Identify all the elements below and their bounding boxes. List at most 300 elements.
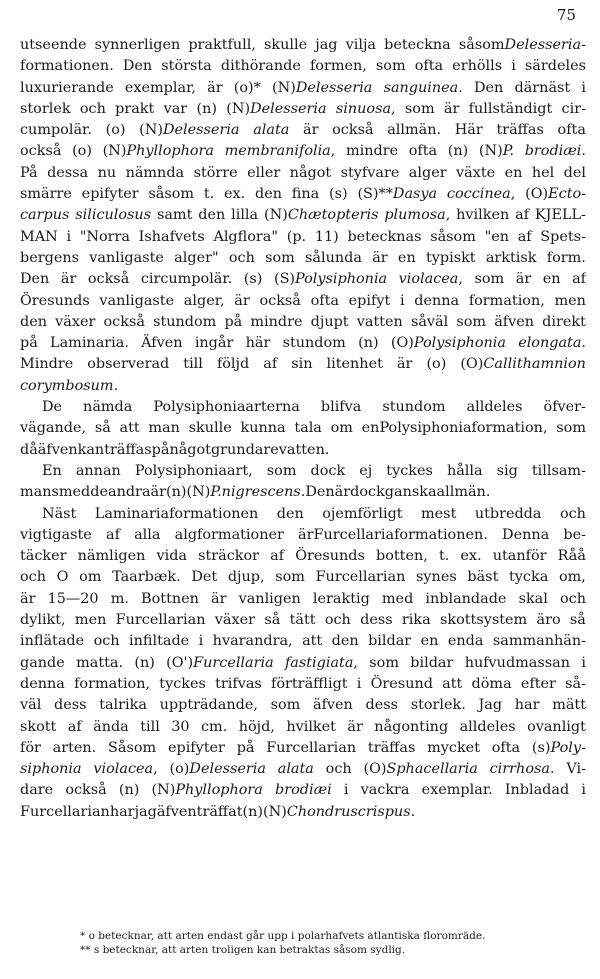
word: samt (156, 207, 193, 224)
word: är (515, 271, 532, 288)
word: vatten. (278, 441, 330, 458)
word: vackra (360, 782, 410, 799)
word: såsomDelesseria- (458, 37, 586, 53)
word: och (93, 633, 120, 650)
word: ovanligt (527, 718, 586, 735)
word: inflätade (20, 633, 85, 650)
word: särdeles (524, 58, 586, 75)
word: är (334, 484, 351, 501)
word: tycka (509, 569, 549, 586)
word: som (369, 654, 399, 671)
word: t. (203, 186, 215, 203)
word: som (456, 313, 487, 330)
word: vilja (345, 37, 376, 53)
word: såväl (410, 313, 449, 330)
word: den (198, 207, 226, 224)
word: Inbladad (504, 782, 570, 799)
word: stundom (282, 335, 346, 352)
word: Näst (42, 505, 77, 522)
word: direkt (542, 313, 586, 330)
word: bergens (20, 249, 79, 266)
word: crispus. (357, 803, 416, 820)
word: här (245, 335, 271, 352)
text-line (20, 227, 586, 248)
body-text (20, 35, 586, 823)
word: plumosa, (384, 207, 451, 224)
word: sig (496, 462, 518, 479)
word: en (504, 164, 523, 181)
word: (s)Poly- (531, 739, 586, 756)
word: (o) (105, 122, 126, 139)
word: af (270, 548, 285, 565)
word: hufvudmassan (464, 654, 571, 671)
word: (s) (329, 186, 348, 203)
text-line (20, 631, 586, 652)
word: litenhet (326, 356, 383, 373)
word: trifvas (215, 675, 262, 692)
word: (N)Delesseria (139, 122, 240, 139)
word: luxurierande (20, 79, 114, 96)
word: dessa (47, 164, 89, 181)
word: bäst (467, 569, 499, 586)
word: ofta (491, 739, 521, 756)
word: Bottnen (141, 590, 199, 607)
text-line (20, 695, 586, 716)
word: cir- (561, 100, 586, 117)
word: Furcellarian (20, 803, 110, 820)
word: epifyter (167, 739, 225, 756)
word: är (443, 100, 460, 117)
word: rika (401, 612, 431, 629)
word: växte (456, 164, 496, 181)
word: har (109, 803, 135, 820)
word: utbredda (474, 505, 542, 522)
word: de (90, 484, 108, 501)
word: som (270, 697, 301, 714)
word: utanför (492, 548, 547, 565)
word: stundom (153, 313, 217, 330)
word: Öresund (370, 675, 433, 692)
word: (O)Polysiphonia (390, 335, 506, 352)
text-line (20, 482, 586, 503)
footnote: ** s betecknar, att arten troligen kan betraktas såsom sydlig. (80, 944, 406, 956)
word: dare (20, 782, 54, 799)
word: också (20, 143, 62, 160)
word: i (343, 782, 349, 799)
word: i (581, 79, 586, 96)
word: i (198, 633, 204, 650)
word: Laminaria. (50, 335, 129, 352)
word: och (228, 249, 255, 266)
word: lilla (231, 207, 259, 224)
word: Här (454, 122, 483, 139)
word: i (581, 654, 586, 671)
word: styfvare (340, 164, 400, 181)
word: växer (55, 313, 96, 330)
word: ex. (460, 548, 482, 565)
word: eller (247, 164, 281, 181)
word: jag (134, 803, 157, 820)
word: skulle (188, 420, 232, 437)
text-line (20, 674, 586, 695)
word: enda (447, 633, 484, 650)
word: Råå (557, 548, 586, 565)
word: mans (20, 484, 59, 501)
word: hvilken (456, 207, 510, 224)
word: dess (54, 697, 87, 714)
word: om (79, 569, 102, 586)
word: mest (421, 505, 457, 522)
word: sin (291, 356, 313, 373)
word: men (74, 612, 107, 629)
text-line (20, 35, 586, 56)
word: som (474, 271, 505, 288)
word: Den (20, 271, 50, 288)
word: på (20, 335, 38, 352)
word: cm. (200, 718, 228, 735)
word: Jag (478, 697, 503, 714)
page-number: 75 (556, 6, 576, 24)
word: då (20, 441, 38, 458)
text-line (20, 759, 586, 780)
word: att (302, 633, 323, 650)
word: (p. (286, 228, 307, 245)
word: (N)P. (186, 484, 222, 501)
text-line (20, 525, 586, 546)
word: också (332, 122, 374, 139)
word: Furcellarian (115, 612, 206, 629)
word: Äfven (141, 335, 183, 352)
word: också (259, 292, 301, 309)
word: O (56, 569, 69, 586)
word: som (404, 100, 435, 117)
word: synes (416, 569, 457, 586)
word: dylikt, (20, 612, 66, 629)
word: jag (315, 37, 338, 53)
word: brodiæi (275, 782, 332, 799)
word: är (207, 79, 223, 96)
text-line (20, 802, 586, 823)
word: del (563, 164, 586, 181)
word: denna (414, 292, 460, 309)
word: formation, (468, 292, 545, 309)
word: ingår (194, 335, 234, 352)
word: (n) (118, 782, 140, 799)
word: Öresunds (20, 292, 90, 309)
word: Öresunds (295, 548, 365, 565)
word: alldeles (466, 399, 523, 416)
word: så (94, 420, 111, 437)
word: 15—20 (47, 590, 99, 607)
word: (S)**Dasya (357, 186, 438, 203)
word: är (211, 590, 227, 607)
word: ofta (557, 122, 586, 139)
word: t. (438, 548, 450, 565)
word: sålunda (305, 249, 362, 266)
word: alla (134, 526, 161, 543)
word: i (511, 58, 516, 75)
word: och (559, 590, 586, 607)
word: algformationer (174, 526, 284, 543)
word: cirrhosa. (489, 761, 555, 778)
word: att (442, 675, 463, 692)
word: skal (518, 590, 548, 607)
word: i (399, 292, 405, 309)
word: beteckna (384, 37, 451, 53)
word: med (381, 590, 414, 607)
word: öfver- (543, 399, 586, 416)
word: därnäst (514, 79, 571, 96)
word: är (347, 718, 363, 735)
word: af (106, 526, 120, 543)
word: i (581, 782, 586, 799)
word: så (569, 612, 586, 629)
word: nämnda (125, 164, 185, 181)
word: största (161, 58, 212, 75)
word: så- (565, 675, 586, 692)
word: coccinea, (446, 186, 516, 203)
word: (o) (426, 356, 447, 373)
word: (O)Sphacellaria (363, 761, 478, 778)
footnotes (80, 929, 580, 957)
word: kan (77, 441, 105, 458)
word: är (60, 271, 77, 288)
word: epifyt (348, 292, 391, 309)
word: större (193, 164, 238, 181)
word: den (255, 186, 283, 203)
word: (s) (243, 271, 263, 288)
text-line (20, 397, 586, 418)
word: talrika (99, 697, 147, 714)
word: som (375, 58, 406, 75)
word: vanligaste (89, 249, 164, 266)
word: ofta (310, 292, 339, 309)
word: (N)Delesseria (272, 79, 373, 96)
word: En (42, 462, 62, 479)
word: smärre (20, 186, 72, 203)
word: allmän. (387, 122, 442, 139)
word: storlek (20, 100, 71, 117)
word: dock (350, 484, 385, 501)
word: träffat (196, 803, 243, 820)
word: Algflora" (213, 228, 278, 245)
word: sträckor (198, 548, 260, 565)
word: leraktig (312, 590, 370, 607)
word: man (148, 420, 180, 437)
word: alger, (183, 292, 225, 309)
word: är (396, 356, 413, 373)
word: följd (216, 356, 250, 373)
word: täcker (20, 548, 67, 565)
word: äfven (156, 803, 197, 820)
word: af (515, 207, 530, 224)
word: Denna (502, 526, 550, 543)
word: exemplar, (124, 79, 196, 96)
word: den (331, 633, 359, 650)
word: m. (110, 590, 129, 607)
word: på (151, 441, 170, 458)
word: är (234, 292, 250, 309)
word: såsom (430, 228, 476, 245)
word: vida (156, 548, 187, 565)
word: be- (563, 526, 586, 543)
word: är (20, 590, 36, 607)
word: 30 (171, 718, 190, 735)
word: som (556, 420, 586, 437)
word: (O)Callithamnion (460, 356, 586, 373)
text-line (20, 780, 586, 801)
word: erhölls (452, 58, 503, 75)
word: och (325, 761, 352, 778)
word: af (572, 271, 586, 288)
word: arten. (52, 739, 97, 756)
word: Taarbæk. (112, 569, 181, 586)
text-line (20, 78, 586, 99)
word: dess (360, 612, 393, 629)
word: mindre (250, 313, 303, 330)
text-line (20, 376, 586, 397)
word: äfven (313, 697, 353, 714)
word: en (542, 271, 561, 288)
word: utseende (20, 37, 87, 53)
word: enPolysiphoniaformation, (361, 420, 548, 437)
word: fullständigt (468, 100, 553, 117)
word: kunna (240, 420, 286, 437)
word: (O')Furcellaria (166, 654, 274, 671)
word: i (66, 228, 72, 245)
text-line (20, 269, 586, 290)
word: corymbosum. (20, 377, 119, 394)
word: "Norra (79, 228, 130, 245)
word: träffas (496, 122, 544, 139)
word: (n) (242, 803, 263, 820)
word: infiltade (129, 633, 190, 650)
word: träffas (104, 441, 152, 458)
word: sinuosa, (335, 100, 396, 117)
word: siliculosus (75, 207, 152, 224)
word: ex. (224, 186, 246, 203)
word: också (65, 782, 107, 799)
word: (n) (358, 335, 379, 352)
word: (N)Phyllophora (151, 782, 263, 799)
word: som (266, 462, 297, 479)
text-line (20, 248, 586, 269)
word: inblandade (425, 590, 507, 607)
word: om (330, 420, 353, 437)
word: brodiæi. (524, 143, 586, 160)
word: stundom (382, 399, 446, 416)
word: som (275, 569, 305, 586)
word: alger" (174, 249, 219, 266)
word: nu (97, 164, 117, 181)
word: ofta (414, 58, 444, 75)
word: dess (365, 697, 399, 714)
word: af (517, 228, 532, 245)
word: är (150, 484, 166, 501)
word: med (58, 484, 91, 501)
word: exemplar. (421, 782, 493, 799)
text-line (20, 354, 586, 375)
word: (N)P. (478, 143, 515, 160)
text-line (20, 99, 586, 120)
word: denna (20, 675, 65, 692)
word: förträffligt (271, 675, 348, 692)
word: epifyter (81, 186, 139, 203)
word: vigtigaste (20, 526, 92, 543)
word: (o) (72, 143, 92, 160)
word: alger (408, 164, 447, 181)
word: (n) (166, 484, 187, 501)
word: violacea, (93, 761, 158, 778)
word: circumpolär. (140, 271, 233, 288)
text-line (20, 567, 586, 588)
word: på (236, 739, 255, 756)
word: äro (536, 612, 561, 629)
word: hel (531, 164, 555, 181)
word: till (140, 718, 160, 735)
word: ojemförligt (322, 505, 403, 522)
word: sanguinea. (383, 79, 463, 96)
word: membranifolia, (224, 143, 336, 160)
word: grundare (210, 441, 279, 458)
word: tyckes (386, 462, 433, 479)
word: sammanhän- (492, 633, 586, 650)
word: Den (305, 484, 335, 501)
word: tillsam- (531, 462, 586, 479)
word: att (119, 420, 140, 437)
text-line (20, 738, 586, 759)
word: också (87, 271, 130, 288)
word: skott (20, 718, 57, 735)
word: hvarandra, (212, 633, 293, 650)
word: tätt (289, 612, 316, 629)
word: Det (191, 569, 218, 586)
text-line (20, 333, 586, 354)
word: Mindre (20, 356, 74, 373)
text-line (20, 163, 586, 184)
word: till (183, 356, 203, 373)
text-line (20, 589, 586, 610)
word: i (356, 675, 362, 692)
word: och (20, 569, 46, 586)
word: formationen. (20, 58, 114, 75)
text-line (20, 418, 586, 439)
word: carpus (20, 207, 70, 224)
word: (N)Delesseria (226, 100, 327, 117)
word: (S)Polysiphonia (273, 271, 388, 288)
word: (N)Phyllophora (102, 143, 214, 160)
word: och (559, 505, 586, 522)
text-line (20, 312, 586, 333)
word: annan (75, 462, 121, 479)
word: betecknas (347, 228, 422, 245)
word: (N)Chætopteris (264, 207, 379, 224)
word: skottsystem (440, 612, 528, 629)
word: är (372, 249, 388, 266)
word: hvilket (286, 718, 336, 735)
text-line (20, 184, 586, 205)
word: nämligen (77, 548, 146, 565)
word: andra (108, 484, 151, 501)
word: mindre (345, 143, 399, 160)
word: något (289, 164, 332, 181)
word: arktisk (485, 249, 537, 266)
word: djupt (310, 313, 349, 330)
text-line (20, 440, 586, 461)
word: äfven (494, 313, 535, 330)
word: en (420, 633, 439, 650)
word: ofta (408, 143, 438, 160)
